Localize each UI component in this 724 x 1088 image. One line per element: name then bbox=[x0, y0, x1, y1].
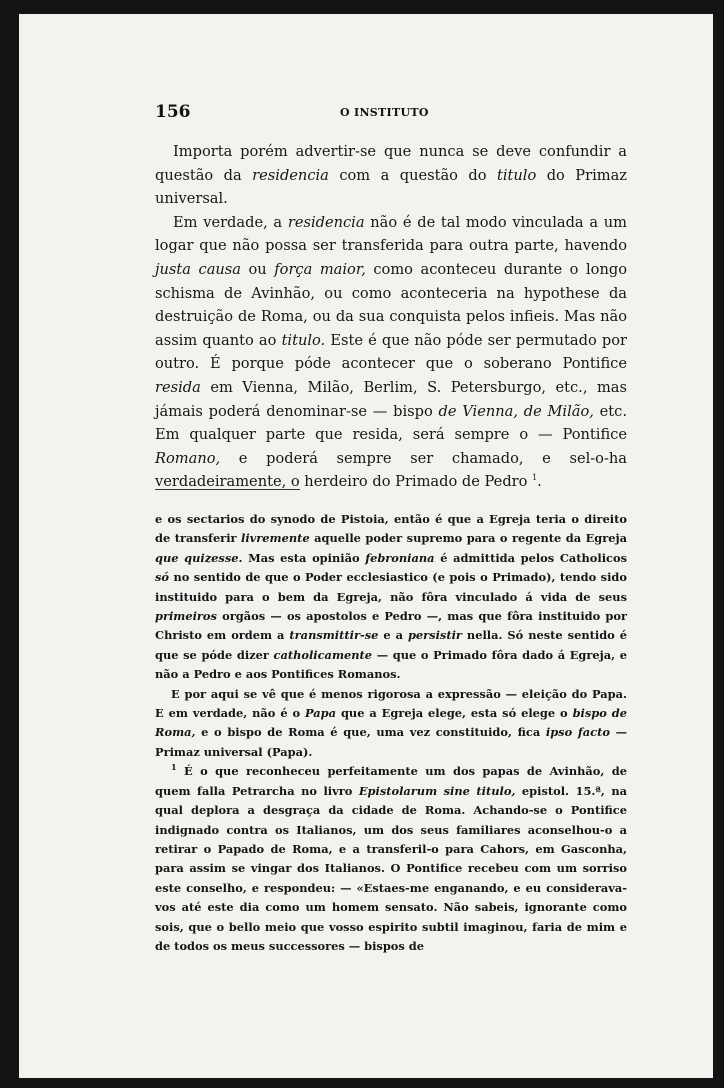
text-run: — Primaz universal (Papa). bbox=[155, 725, 627, 759]
text-run: em Vienna, Milão, Berlim, S. Petersburgo, etc., mas jámais poderá denominar-se — bispo bbox=[155, 378, 627, 420]
italic-text: residencia bbox=[252, 166, 329, 184]
italic-text: titulo. bbox=[281, 331, 326, 349]
italic-text: Epistolarum sine titulo, bbox=[358, 783, 516, 798]
running-title: O INSTITUTO bbox=[340, 106, 429, 119]
text-run: como aconteceu durante o longo schisma de Avinhão, ou como aconteceria na hypothese da destruição de Roma, ou da sua conquista pelos infieis. Mas não assim quanto ao bbox=[155, 260, 627, 349]
page-number: 156 bbox=[155, 102, 191, 122]
text-run: que a Egreja elege, esta só elege o bbox=[336, 706, 573, 721]
text-run: e os sectarios do synodo de Pistoia, então é que a Egreja teria o direito de transferir bbox=[155, 512, 627, 546]
text-run: — que o Primado fôra dado á Egreja, e não a Pedro e aos Pontifices Romanos. bbox=[155, 647, 627, 682]
italic-text: que quizesse. bbox=[155, 550, 243, 565]
italic-text: persistir bbox=[407, 628, 462, 643]
italic-text: primeiros bbox=[155, 609, 217, 624]
text-run: do Primaz universal. bbox=[155, 166, 627, 208]
text-run: ou bbox=[240, 260, 275, 278]
italic-text: de Vienna, de Milão, bbox=[438, 402, 594, 420]
italic-text: Romano, bbox=[155, 449, 221, 467]
footnote-divider bbox=[155, 489, 300, 490]
text-run: e o bispo de Roma é que, uma vez constituido, fica bbox=[195, 725, 546, 740]
text-run: com a questão do bbox=[328, 166, 497, 184]
text-run: Importa porém advertir-se que nunca se deve confundir a questão da bbox=[155, 143, 627, 184]
page-header bbox=[155, 104, 625, 124]
italic-text: justa causa bbox=[155, 260, 241, 278]
italic-text: Papa bbox=[305, 706, 337, 721]
text-run: é admittida pelos Catholicos bbox=[434, 550, 628, 565]
text-run: orgãos — os apostolos e Pedro —, mas que fôra instituido por Christo em ordem a bbox=[155, 609, 627, 643]
italic-text: resida bbox=[155, 378, 201, 396]
text-run: não é de tal modo vinculada a um logar que não possa ser transferida para outra parte, havendo bbox=[155, 213, 627, 255]
text-run: nella. Só neste sentido é que se póde dizer bbox=[155, 628, 627, 662]
italic-text: residencia bbox=[287, 213, 365, 231]
footnote-continuation bbox=[155, 510, 627, 685]
main-text bbox=[155, 140, 627, 494]
footnote-1 bbox=[155, 762, 627, 956]
text-run: epistol. 15.ª, na qual deplora a desgraça da cidade de Roma. Achando-se o Pontifice indignado contra os Italianos, um dos seus familiares aconselhou-o a retirar o Papado de Roma, e a transferil-o para Cahors, em Gasconha, para assim se vingar dos Italianos. O Pontifice recebeu com um sorriso este conselho, e respondeu: — «Estaes-me enganando, e eu considerava-vos até este dia como um homem sensato. Não sabeis, ignorante como sois, que o bello meio que vosso espirito subtil imaginou, faria de mim e de todos os meus successores — bispos de bbox=[155, 783, 627, 953]
main-paragraph bbox=[155, 140, 627, 211]
text-run: Em verdade, a bbox=[173, 213, 288, 231]
italic-text: bispo de Roma, bbox=[155, 706, 627, 740]
text-run: E por aqui se vê que é menos rigorosa a expressão — eleição do Papa. E em verdade, não é o bbox=[155, 686, 627, 721]
footnotes bbox=[155, 510, 627, 956]
italic-text: força maior, bbox=[274, 260, 366, 278]
text-run: e poderá sempre ser chamado, e sel-o-ha verdadeiramente, o herdeiro do Primado de Pedro bbox=[155, 449, 627, 491]
text-run: aquelle poder supremo para o regente da Egreja bbox=[309, 531, 627, 546]
text-run: Este é que não póde ser permutado por outro. É porque póde acontecer que o soberano Pontifice bbox=[155, 331, 627, 373]
text-run: É o que reconheceu perfeitamente um dos papas de Avinhão, de quem falla Petrarcha no livro bbox=[155, 764, 627, 798]
italic-text: febroniana bbox=[365, 550, 435, 565]
italic-text: livremente bbox=[241, 531, 310, 546]
text-run: etc. Em qualquer parte que resida, será sempre o — Pontifice bbox=[155, 402, 627, 444]
italic-text: só bbox=[155, 570, 170, 585]
footnote-marker: 1 bbox=[532, 473, 538, 483]
italic-text: ipso facto bbox=[545, 725, 610, 740]
text-run: Mas esta opinião bbox=[242, 550, 366, 565]
text-run: . bbox=[537, 473, 542, 491]
text-run: no sentido de que o Poder ecclesiastico (e pois o Primado), tendo sido instituido para o bem da Egreja, não fôra vinculado á vida de seus bbox=[155, 570, 627, 604]
footnote-paragraph bbox=[155, 685, 627, 763]
main-paragraph bbox=[155, 211, 627, 494]
footnote-marker: 1 bbox=[171, 762, 177, 773]
text-run: e a bbox=[378, 628, 408, 643]
italic-text: catholicamente bbox=[273, 647, 373, 662]
italic-text: transmittir-se bbox=[289, 628, 379, 643]
italic-text: titulo bbox=[497, 166, 537, 184]
